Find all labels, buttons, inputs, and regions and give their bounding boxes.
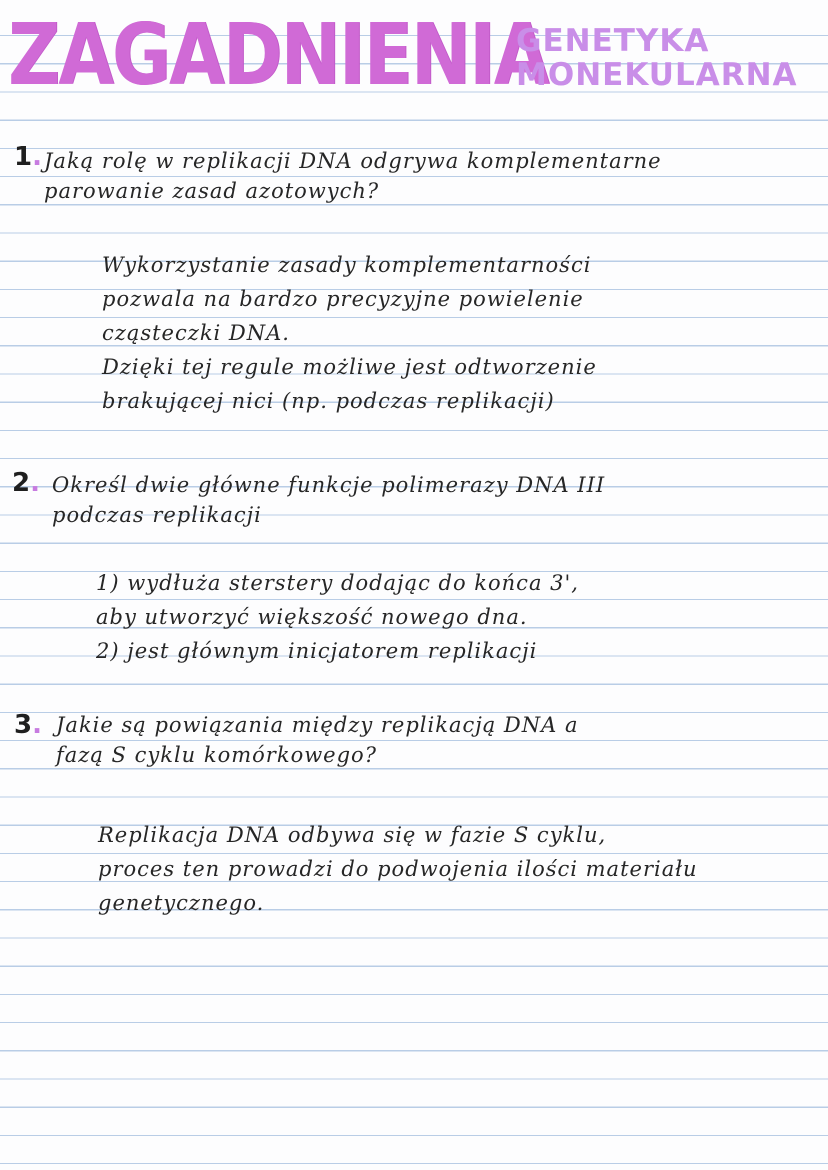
question-3-number: 3. [14, 710, 42, 740]
question-number: 2 [12, 468, 31, 498]
question-number: 3 [14, 710, 33, 740]
page-title: ZAGADNIENIA [8, 4, 548, 105]
subtitle-line-2: MONEKULARNA [516, 57, 798, 93]
question-3-text: Jakie są powiązania między replikacją DNA a fazą S cyklu komórkowego? [56, 713, 579, 767]
answer-3-text: Replikacja DNA odbywa się w fazie S cyklu, proces ten prowadzi do podwojenia ilości materiału genetycznego. [98, 823, 698, 915]
answer-1-text: Wykorzystanie zasady komplementarności pozwala na bardzo precyzyjne powielenie cząsteczki DNA. Dzięki tej regule możliwe jest odtworzenie brakującej nici (np. podczas replikacji) [102, 253, 597, 413]
question-1-text: Jaką rolę w replikacji DNA odgrywa komplementarne parowanie zasad azotowych? [44, 149, 662, 203]
question-2-text: Określ dwie główne funkcje polimerazy DNA III podczas replikacji [52, 473, 606, 527]
question-1-number: 1. [14, 142, 42, 172]
question-2-number: 2. [12, 468, 40, 498]
subtitle-line-1: GENETYKA [516, 23, 710, 59]
question-number: 1 [14, 142, 33, 172]
page-subtitle [516, 24, 798, 92]
answer-2-text: 1) wydłuża sterstery dodając do końca 3', aby utworzyć większość nowego dna. 2) jest głównym inicjatorem replikacji [96, 571, 579, 663]
